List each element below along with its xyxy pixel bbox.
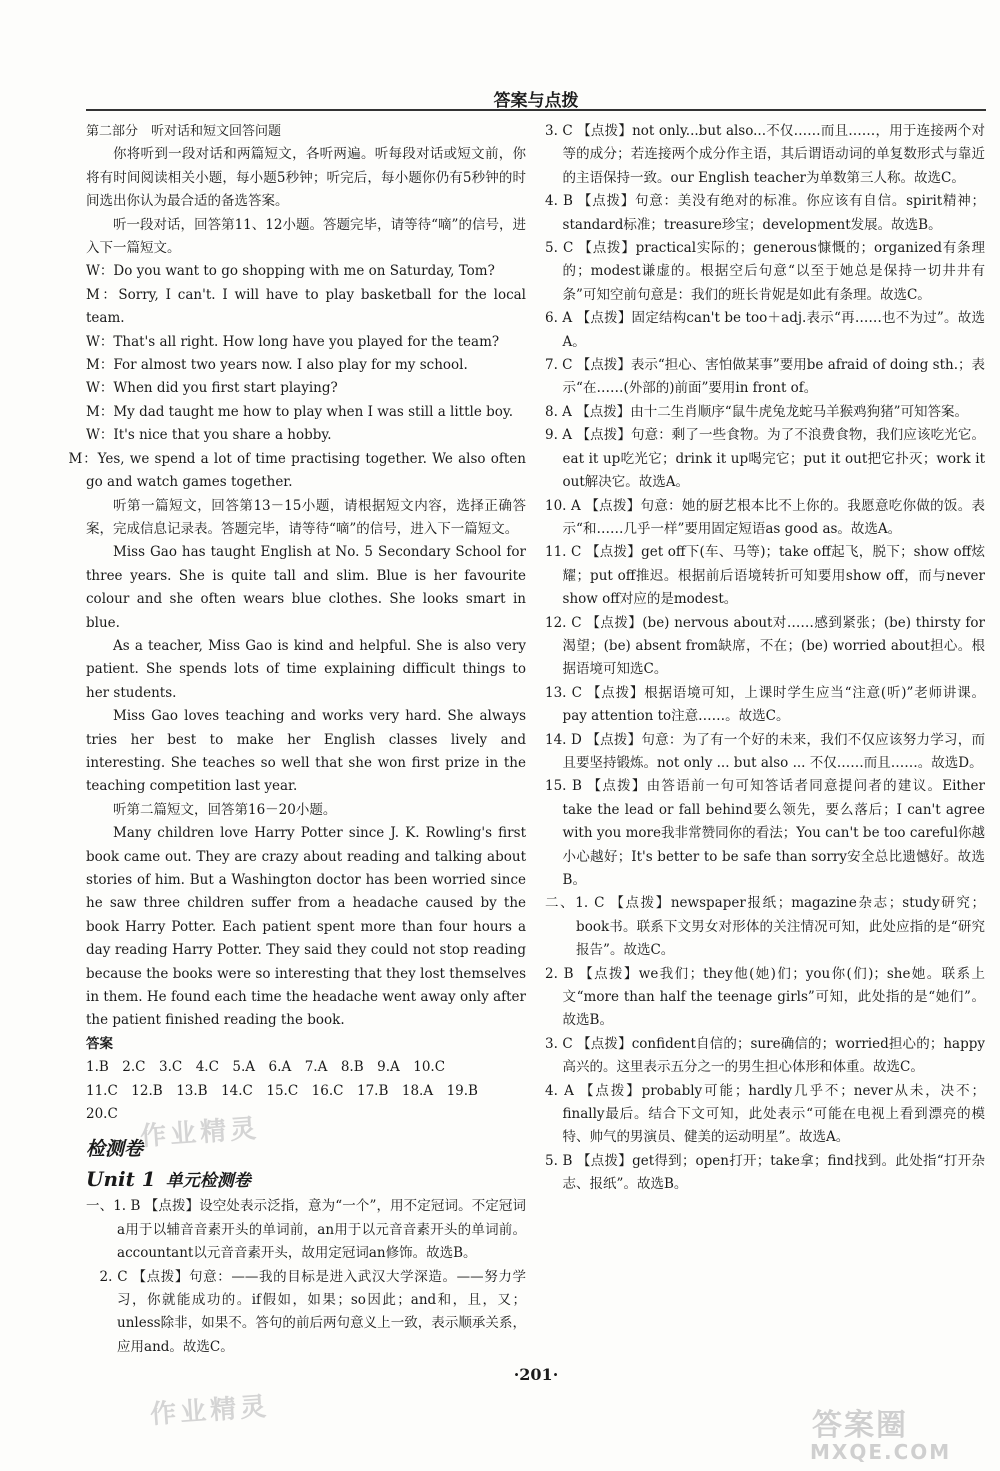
answer-item: 13. C 【点拨】根据语境可知，上课时学生应当“注意(听)”老师讲课。pay attention to注意……。故选C。 — [545, 684, 985, 725]
passage2-paragraph: Many children love Harry Potter since J. K. Rowling's first book came out. They are crazy about reading and talking about stories of him. But a Washington doctor has been worried since he saw three children suffer from a headache caused by the book Harry Potter. Each patient spent more than four hours a day reading Harry Potter. They said they could not stop reading because the books were so interesting that they lost themselves in them. He found each time the headache went away only after the patient finished reading the book. — [86, 825, 526, 1029]
answer-item: 4. A 【点拨】probably可能；hardly几乎不；never从未，决不；finally最后。结合下文可知，此处表示“可能在电视上看到漂亮的模特、帅气的男演员、健美的运动明星”。故选A。 — [545, 1082, 985, 1146]
dialog-line: W：Do you want to go shopping with me on Saturday, Tom? — [86, 263, 495, 280]
answer-item: 11. C 【点拨】get off下(车、马等)；take off起飞，脱下；show off炫耀；put off推迟。根据前后语境转折可知要用show off，而与never show off对应的是modest。 — [545, 544, 985, 608]
answer-item: 5. C 【点拨】practical实际的；generous慷慨的；organized有条理的；modest谦虚的。根据空后句意“以至于她总是保持一切井井有条”可知空前句意是：我们的班长肯妮是如此有条理。故选C。 — [545, 240, 985, 303]
answers-line: 11.C 12.B 13.B 14.C 15.C 16.C 17.B 18.A 19.B — [86, 1082, 478, 1099]
passage1-paragraph: Miss Gao has taught English at No. 5 Secondary School for three years. She is quite tall and slim. Blue is her favourite colour and she often wears blue clothes. She looks smart in blue. — [86, 544, 526, 631]
watermark-text: 作业精灵 — [139, 1113, 262, 1153]
answer-item: 一、1. B 【点拨】设空处表示泛指，意为“一个”，用不定冠词。不定冠词a用于以辅音音素开头的单词前，an用于以元音音素开头的单词前。accountant以元音音素开头，故用定冠词an修饰。故选B。 — [86, 1198, 526, 1262]
passage1-paragraph: Miss Gao loves teaching and works very hard. She always tries her best to make her English classes lively and interesting. She teaches so well that she won first prize in the teaching competition last year. — [86, 708, 526, 795]
dialog-line: W：When did you first start playing? — [86, 380, 338, 397]
unit-subtitle: 单元检测卷 — [165, 1170, 251, 1191]
unit-title: Unit 1 — [86, 1166, 156, 1191]
answer-item: 12. C 【点拨】(be) nervous about对……感到紧张；(be) thirsty for渴望；(be) absent from缺席，不在；(be) worried about担心。根据语境可知选C。 — [545, 614, 985, 678]
answers-label: 答案 — [86, 1035, 113, 1052]
answer-item: 4. B 【点拨】句意：美没有绝对的标准。你应该有自信。spirit精神；standard标准；treasure珍宝；development发展。故选B。 — [545, 193, 985, 233]
dialog-line: M：My dad taught me how to play when I was still a little boy. — [86, 403, 514, 420]
answer-item: 5. B 【点拨】get得到；open打开；take拿；find找到。此处指“打开杂志、报纸”。故选B。 — [545, 1152, 985, 1193]
answer-item: 6. A 【点拨】固定结构can't be too＋adj.表示“再……也不为过”。故选A。 — [545, 310, 985, 350]
dialog-line: M：For almost two years now. I also play for my school. — [86, 357, 468, 374]
answer-item: 2. C 【点拨】句意：——我的目标是进入武汉大学深造。——努力学习，你就能成功的。if假如，如果；so因此；and和，且，又；unless除非，如果不。答句的前后两句意义上一致，表示顺承关系，应用and。故选C。 — [99, 1268, 526, 1355]
right-column — [545, 120, 985, 1197]
answers-line: 20.C — [86, 1106, 118, 1123]
answer-item: 10. A 【点拨】句意：她的厨艺根本比不上你的。我愿意吃你做的饭。表示“和……几乎一样”要用固定短语as good as。故选A。 — [545, 497, 985, 537]
answer-item: 3. C 【点拨】confident自信的；sure确信的；worried担心的；happy高兴的。这里表示五分之一的男生担心体形和体重。故选C。 — [545, 1035, 985, 1076]
watermark-text: 作业精灵 — [149, 1391, 272, 1431]
unit-heading — [86, 1168, 526, 1193]
passage1-paragraph: As a teacher, Miss Gao is kind and helpful. She is also very patient. She spends lots of time explaining difficult things to her students. — [86, 637, 526, 701]
answers-line: 1.B 2.C 3.C 4.C 5.A 6.A 7.A 8.B 9.A 10.C — [86, 1059, 446, 1076]
answer-item: 7. C 【点拨】表示“担心、害怕做某事”要用be afraid of doing sth.；表示“在……(外部的)前面”要用in front of。 — [545, 357, 985, 397]
watermark-logo: 答案圈 — [812, 1408, 908, 1443]
passage1-intro: 听第一篇短文，回答第13－15小题，请根据短文内容，选择正确答案，完成信息记录表。答题完毕，请等待“嘀”的信号，进入下一篇短文。 — [86, 497, 526, 537]
dialog-line: W：That's all right. How long have you played for the team? — [86, 333, 500, 350]
intro-paragraph: 你将听到一段对话和两篇短文，各听两遍。听每段对话或短文前，你将有时间阅读相关小题，每小题5秒钟；听完后，每小题你仍有5秒钟的时间选出你认为最合适的备选答案。 — [86, 146, 526, 210]
watermark-url: MXQE.COM — [810, 1440, 952, 1464]
running-header: 答案与点拨 — [493, 91, 579, 111]
answer-item: 15. B 【点拨】由答语前一句可知答话者同意提问者的建议。Either take the lead or fall behind要么领先，要么落后；I can't agree with you more我非常赞同你的看法；You can't be too careful你越小心越好；It's better to be safe than sorry安全总比遗憾好。故选B。 — [545, 778, 985, 888]
answer-item: 8. A 【点拨】由十二生肖顺序“鼠牛虎兔龙蛇马羊猴鸡狗猪”可知答案。 — [545, 403, 969, 420]
dialog-line: W：It's nice that you share a hobby. — [86, 427, 332, 444]
answer-item: 9. A 【点拨】句意：剩了一些食物。为了不浪费食物，我们应该吃光它。eat it up吃光它；drink it up喝完它；put it out把它扑灭；work it out解决它。故选A。 — [545, 427, 985, 491]
dialog-line: M：Sorry, I can't. I will have to play basketball for the local team. — [86, 286, 526, 327]
page-number: ·201· — [513, 1365, 559, 1384]
passage2-intro: 听第二篇短文，回答第16－20小题。 — [113, 801, 337, 818]
answer-item: 二、1. C 【点拨】newspaper报纸；magazine杂志；study研究；book书。联系下文男女对形体的关注情况可知，此处应指的是“研究报告”。故选C。 — [545, 895, 985, 959]
answer-item: 3. C 【点拨】not only...but also...不仅……而且……，用于连接两个对等的成分；若连接两个成分作主语，其后谓语动词的单复数形式与靠近的主语保持一致。our English teacher为单数第三人称。故选C。 — [545, 123, 985, 186]
answer-item: 2. B 【点拨】we我们；they他(她)们；you你(们)；she她。联系上文“more than half the teenage girls”可知，此处指的是“她们”。故选B。 — [545, 965, 985, 1029]
answer-item: 14. D 【点拨】句意：为了有一个好的未来，我们不仅应该努力学习，而且要坚持锻炼。not only ... but also ... 不仅……而且……。故选D。 — [545, 731, 985, 771]
header-rule — [86, 109, 986, 111]
left-column — [68, 120, 526, 1359]
dialog-intro: 听一段对话，回答第11、12小题。答题完毕，请等待“嘀”的信号，进入下一篇短文。 — [86, 216, 526, 257]
dialog-line: M：Yes, we spend a lot of time practising together. We also often go and watch games together. — [68, 450, 526, 491]
section-title: 第二部分 听对话和短文回答问题 — [86, 124, 282, 139]
test-heading: 检测卷 — [86, 1138, 144, 1161]
